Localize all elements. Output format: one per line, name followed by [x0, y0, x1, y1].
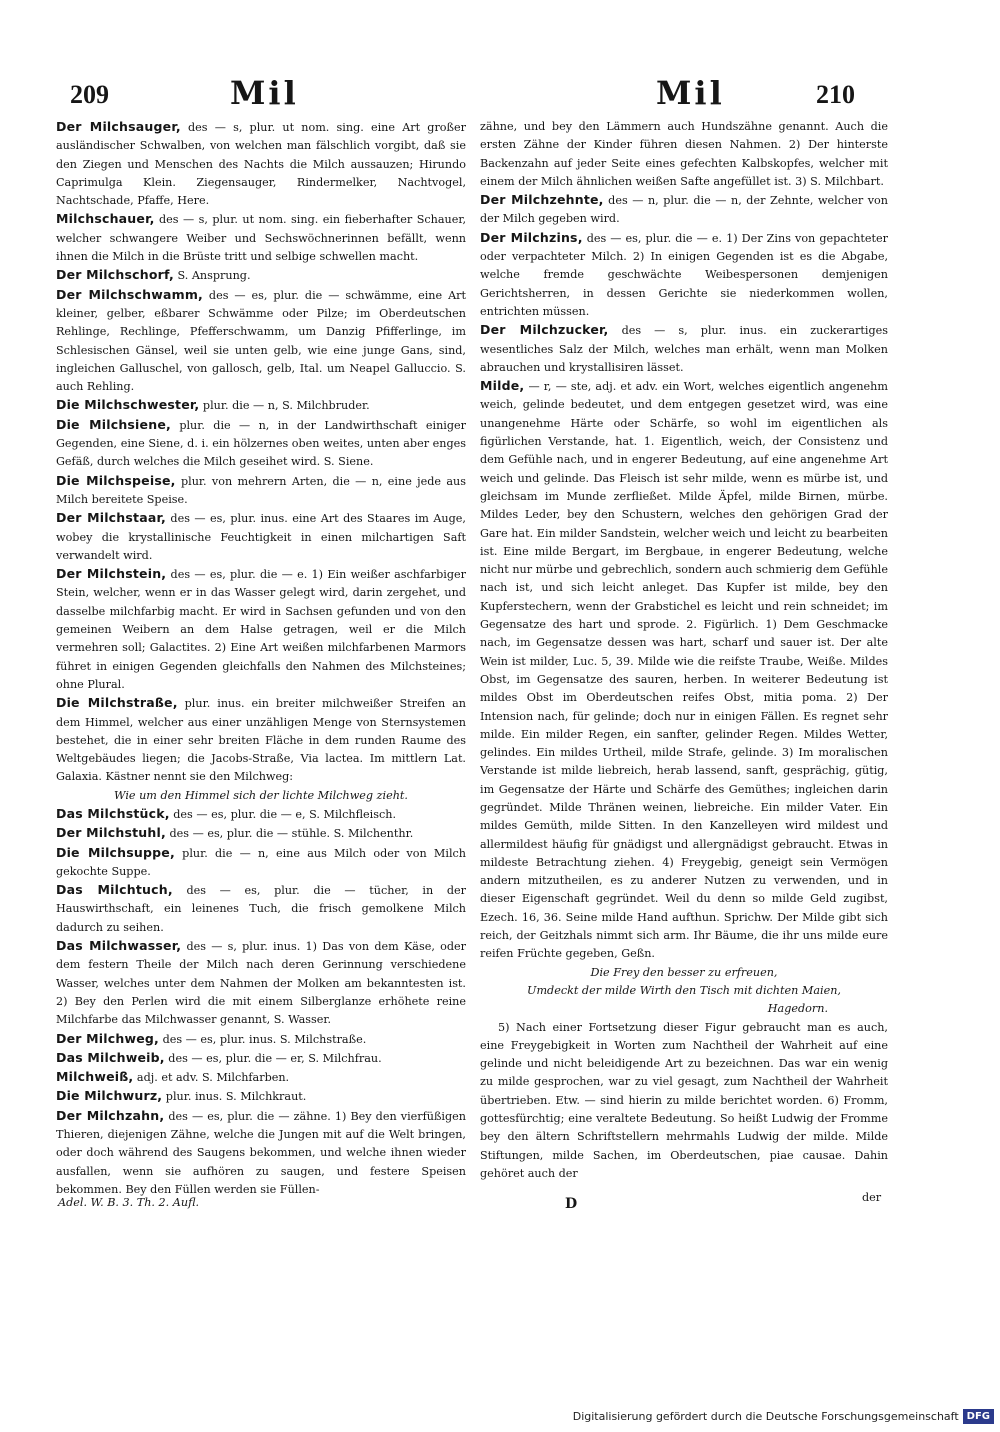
entry-definition: S. Ansprung.: [173, 269, 251, 283]
left-page-number: 209: [70, 80, 109, 109]
entry-definition: — r, — ste, adj. et adv. ein Wort, welches eigentlich angenehm weich, gelinde bedeutet, und dem entgegen gesetzet wird, was eine unangenehme Härte oder Schärfe, so wohl im eigentlichen als figürlichen Verstande, hat. 1. Eigentlich, weich, der Consistenz und dem Gefühle nach, und in engerer Bedeutung, auf eine angenehme Art weich und gelinde. Das Fleisch ist sehr milde, wenn es mürbe ist, und gleichsam im Munde zerfließet. Milde Äpfel, milde Birnen, mürbe. Mildes Leder, bey den Schustern, welches den gehörigen Grad der Gare hat. Ein milder Sandstein, welcher weich und leicht zu bearbeiten ist. Eine milde Bergart, im Bergbaue, in engerer Bedeutung, welche nicht nur mürbe und gebrechlich, sondern auch schmierig dem Gefühle nach ist, und sich leicht anleget. Das Kupfer ist milde, bey den Kupferstechern, wenn der Grabstichel es leicht und rein schneidet; im Gegensatze des hart und sprode. 2. Figürlich. 1) Dem Geschmacke nach, im Gegensatze dessen was hart, scharf und sauer ist. Der alte Wein ist milder, Luc. 5, 39. Milde wie die reifste Traube, Weiße. Mildes Obst, im Gegensatze des sauren, herben. In weiterer Bedeutung ist mildes Obst im Oberdeutschen reifes Obst, mitia poma. 2) Der Intension nach, für gelinde; doch nur in einigen Fällen. Es regnet sehr milde. Ein milder Regen, ein sanfter, gelinder Regen. Mildes Wetter, gelindes. Ein mildes Urtheil, milde Strafe, gelinde. 3) Im moralischen Verstande ist milde liebreich, herab lassend, sanft, gesprächig, gütig, im Gegensatze der Härte und Schärfe des Gemüthes; ingleichen darin gegründet. Milde Thränen weinen, liebreiche. Ein milder Vater. Ein mildes Gemüth, milde Sitten. In den Kanzelleyen wird mildest und allermildest häufig für gnädigst und allergnädigst gebraucht. Etwas in mildeste Betrachtung ziehen. 4) Freygebig, geneigt sein Vermögen andern mitzutheilen, es zu anderer Nutzen zu verwenden, und in dieser Eigenschaft gegründet. Weil du denn so milde Geld zugibst, Ezech. 16, 36. Seine milde Hand aufthun. Sprichw. Der Milde gibt sich reich, der Geitzhals nimmt sich arm. Ihr Bäume, die ihr uns milde eure reifen Früchte gegeben, Geßn.: [480, 380, 888, 961]
entry-headword: Die Milchstraße,: [56, 695, 178, 711]
left-column: [56, 118, 466, 1208]
entry-headword: Der Milchstuhl,: [56, 825, 166, 841]
dictionary-entry: [56, 824, 466, 843]
entry-definition: des — n, plur. die — n, der Zehnte, welcher von der Milch gegeben wird.: [480, 194, 888, 226]
entry-headword: Der Milchsauger,: [56, 119, 181, 134]
entry-headword: Die Milchwurz,: [56, 1088, 163, 1104]
dictionary-entry: [56, 937, 466, 1029]
dictionary-entry: [56, 694, 466, 786]
signature-line: Adel. W. B. 3. Th. 2. Aufl.: [58, 1196, 200, 1209]
dictionary-entry: [56, 286, 466, 397]
entry-headword: Der Milchzucker,: [480, 322, 609, 338]
dictionary-entry: [56, 1068, 466, 1087]
entry-headword: Das Milchtuch,: [56, 882, 173, 898]
dictionary-entry: [56, 266, 466, 285]
dictionary-entry: [56, 1107, 466, 1199]
entry-definition: plur. die — n, eine aus Milch oder von Milch gekochte Suppe.: [56, 846, 466, 878]
entry-headword: Der Milchstaar,: [56, 510, 166, 526]
entry-definition: des — s, plur. ut nom. sing. ein fieberhafter Schauer, welcher schwangere Weiber und Sechswöchnerinnen befällt, wenn ihnen die Milch in die Brüste tritt und selbige schwellen macht.: [56, 213, 466, 264]
entry-definition: adj. et adv. S. Milchfarben.: [133, 1071, 290, 1085]
entry-headword: Der Milchzahn,: [56, 1107, 165, 1123]
entry-definition: plur. inus. S. Milchkraut.: [162, 1090, 307, 1104]
right-page-number: 210: [816, 80, 855, 109]
entry-headword: Das Milchweib,: [56, 1049, 165, 1065]
dictionary-entry: [56, 509, 466, 565]
entry-headword: Die Milchsuppe,: [56, 844, 175, 860]
left-running-head: Mil: [230, 74, 299, 112]
digitization-footer: [573, 1406, 994, 1426]
entry-definition: plur. von mehrern Arten, die — n, eine jede aus Milch bereitete Speise.: [56, 474, 466, 506]
verse-line: Hagedorn.: [767, 1002, 828, 1016]
dictionary-entry: [56, 805, 466, 824]
dictionary-entry: [480, 229, 888, 321]
entry-headword: Milchschauer,: [56, 211, 155, 227]
entry-definition: des — es, plur. inus. S. Milchstraße.: [159, 1032, 367, 1046]
right-column: [480, 118, 888, 1208]
entry-definition: des — es, plur. die — zähne. 1) Bey den vierfüßigen Thieren, diejenigen Zähne, welche die Jungen mit auf die Welt bringen, oder doch während des Saugens bekommen, und welche ihnen wieder ausfallen, wenn sie aufhören zu saugen, und festere Speisen bekommen. Bey den Füllen werden sie Füllen-: [56, 1109, 466, 1196]
dictionary-entry: [56, 416, 466, 472]
verse-line: Die Frey den besser zu erfreuen,: [590, 965, 778, 979]
dictionary-entry: [480, 191, 888, 229]
dictionary-entry: [56, 881, 466, 937]
footer-credit: Digitalisierung gefördert durch die Deutsche Forschungsgemeinschaft: [572, 1409, 959, 1423]
verse-line: Umdeckt der milde Wirth den Tisch mit dichten Maien,: [527, 983, 841, 997]
dictionary-entry: [480, 377, 888, 964]
page-header: [58, 74, 860, 114]
continuation-paragraph: 5) Nach einer Fortsetzung dieser Figur gebraucht man es auch, eine Freygebigkeit in Worten zum Nachtheil der Wahrheit auf eine gelinde und nicht beleidigende Art zu bezeichnen. Das war ein wenig zu milde gesprochen, war zu viel gesagt, zum Nachtheil der Wahrheit übertrieben. Etw. — sind hierin zu milde berichtet worden. 6) Fromm, gottesfürchtig; eine veraltete Bedeutung. So heißt Ludwig der Fromme bey den ältern Schriftstellern mehrmahls Ludwig der milde. Milde Stiftungen, milde Sachen, im Oberdeutschen, piae causae. Dahin gehöret auch der: [480, 1020, 888, 1180]
entry-definition: des — es, plur. die — e. 1) Ein weißer aschfarbiger Stein, welcher, wenn er in das Wasser gelegt wird, darin zergehet, und dasselbe milchfarbig macht. Er wird in Sachsen gefunden und von den gemeinen Weibern an dem Halse getragen, weil er die Milch vermehren soll; Galactites. 2) Eine Art weißen milchfarbenen Marmors führet in einigen Gegenden gleichfalls den Nahmen des Milchsteines; ohne Plural.: [56, 568, 466, 691]
entry-headword: Die Milchspeise,: [56, 472, 176, 488]
entry-headword: Das Milchwasser,: [56, 938, 182, 954]
signature-mark: D: [565, 1196, 578, 1212]
continuation-paragraph: zähne, und bey den Lämmern auch Hundszähne genannt. Auch die ersten Zähne der Kinder führen diesen Nahmen. 2) Der hinterste Backenzahn auf jeder Seite eines gefechten Kalbskopfes, welcher mit einem der Milch ähnlichen weißen Safte angefüllet ist. 3) S. Milchbart.: [480, 120, 888, 188]
entry-headword: Das Milchstück,: [56, 805, 170, 821]
catchword: der: [862, 1191, 882, 1204]
dictionary-entry: [56, 472, 466, 510]
dfg-logo: DFG: [963, 1409, 994, 1424]
entry-definition: des — es, plur. die — schwämme, eine Art kleiner, gelber, eßbarer Schwämme oder Pilze; im Oberdeutschen Rehlinge, Rechlinge, Pfefferschwamm, um Danzig Pfifferlinge, im Schlesischen Gänsel, weil sie unten gelb, wie eine junge Gans, sind, ingleichen Galluschel, von gallosch, gelb, Ital. um Neapel Galluccio. S. auch Rehling.: [56, 288, 466, 394]
entry-definition: des — s, plur. ut nom. sing. eine Art großer ausländischer Schwalben, von welchen man fälschlich vorgibt, daß sie den Ziegen und Menschen des Nachts die Milch aussauzen; Hirundo Caprimulga Klein. Ziegensauger, Rindermelker, Nachtvogel, Nachtschade, Pfaffe, Here.: [56, 121, 466, 208]
dictionary-entry: [480, 321, 888, 377]
dictionary-entry: [56, 118, 466, 210]
entry-definition: des — es, plur. die — e, S. Milchfleisch.: [169, 807, 397, 821]
entry-headword: Milde,: [480, 378, 525, 394]
entry-definition: des — es, plur. die — e. 1) Der Zins von gepachteter oder verpachteter Milch. 2) In einigen Gegenden ist es die Abgabe, welche fremde geschwächte Weibespersonen demjenigen Gerichtsherren, in dessen Gerichte sie niederkommen wollen, entrichten müssen.: [480, 231, 888, 318]
entry-headword: Die Milchsiene,: [56, 416, 171, 432]
right-running-head: Mil: [656, 74, 725, 112]
entry-definition: des — s, plur. inus. 1) Das von dem Käse, oder dem festern Theile der Milch nach deren Gerinnung verschiedene Wasser, welches unter dem Nahmen der Molken am bekanntesten ist. 2) Bey den Perlen wird die mit einem Silberglanze erhöhete reine Milchfarbe das Milchwasser genannt, S. Wasser.: [56, 940, 466, 1027]
entry-headword: Der Milchweg,: [56, 1030, 160, 1046]
entry-definition: des — es, plur. die — tücher, in der Hauswirthschaft, ein leinenes Tuch, die frisch gemolkene Milch dadurch zu seihen.: [56, 884, 466, 934]
entry-headword: Der Milchschorf,: [56, 267, 174, 283]
verse-line: Wie um den Himmel sich der lichte Milchweg zieht.: [114, 788, 408, 802]
entry-definition: plur. die — n, S. Milchbruder.: [199, 399, 370, 413]
entry-headword: Milchweiß,: [56, 1069, 134, 1085]
dictionary-entry: [56, 1049, 466, 1068]
entry-definition: plur. die — n, in der Landwirthschaft einiger Gegenden, eine Siene, d. i. ein hölzernes oben weites, unten aber enges Gefäß, durch welches die Milch geseihet wird. S. Siene.: [56, 418, 466, 469]
dictionary-entry: [56, 844, 466, 882]
entry-headword: Die Milchschwester,: [56, 397, 200, 413]
entry-headword: Der Milchzins,: [480, 229, 583, 245]
dictionary-entry: [56, 1087, 466, 1106]
entry-definition: des — s, plur. inus. ein zuckerartiges wesentliches Salz der Milch, welches man erhält, wenn man Molken abrauchen und krystallisiren lässet.: [480, 324, 888, 374]
entry-definition: des — es, plur. die — stühle. S. Milchenthr.: [165, 827, 414, 841]
entry-headword: Der Milchzehnte,: [480, 192, 604, 208]
entry-headword: Der Milchstein,: [56, 566, 167, 582]
entry-definition: des — es, plur. die — er, S. Milchfrau.: [164, 1051, 382, 1065]
dictionary-entry: [56, 210, 466, 266]
dictionary-entry: [56, 396, 466, 415]
entry-definition: plur. inus. ein breiter milchweißer Streifen an dem Himmel, welcher aus einer unzähligen Menge von Sternsystemen bestehet, die in einer sehr breiten Fläche in dem runden Raume des Weltgebäudes liegen; die Jacobs-Straße, Via lactea. Im mittlern Lat. Galaxia. Kästner nennt sie den Milchweg:: [56, 697, 466, 784]
dictionary-entry: [56, 565, 466, 694]
dictionary-entry: [56, 1030, 466, 1049]
entry-definition: des — es, plur. inus. eine Art des Staares im Auge, wobey die krystallinische Feuchtigkeit in einen milchartigen Saft verwandelt wird.: [56, 512, 466, 562]
entry-headword: Der Milchschwamm,: [56, 286, 203, 302]
